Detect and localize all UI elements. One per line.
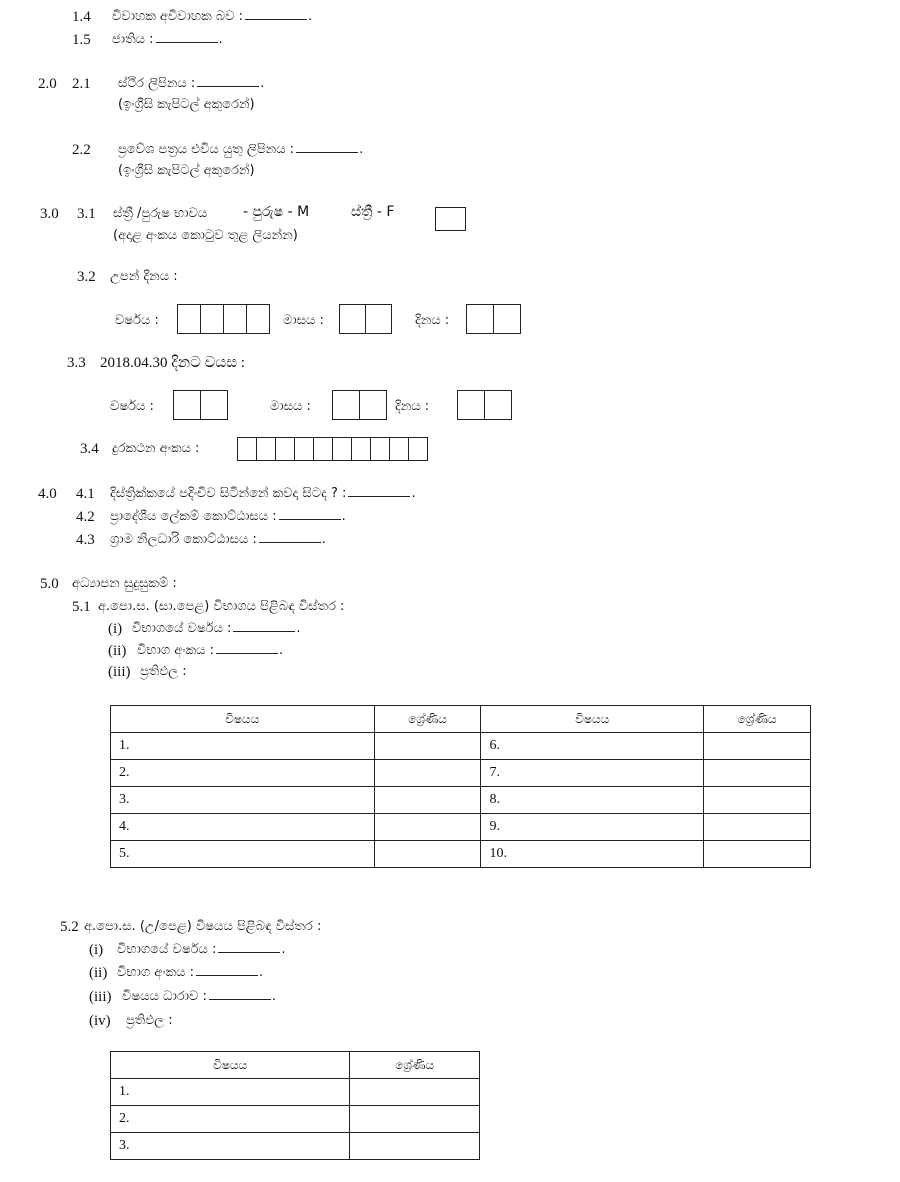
- table-header-row: [111, 706, 811, 733]
- ol-results-label: ප්‍රතිඵල :: [140, 664, 187, 679]
- section-number: 4.0: [38, 486, 57, 502]
- residence-since-blank[interactable]: [348, 486, 410, 497]
- ol-exam-year-label: විභාගයේ වර්ෂය : .: [132, 621, 301, 636]
- subject-cell[interactable]: 3.: [111, 787, 375, 814]
- al-results-table: [110, 1051, 480, 1160]
- section-number: 2.0: [38, 76, 57, 92]
- table-row: [111, 841, 811, 868]
- subject-header: විෂයය: [111, 706, 375, 733]
- item-number: 3.3: [67, 355, 86, 371]
- subject-cell[interactable]: 3.: [111, 1133, 350, 1160]
- age-month-boxes[interactable]: [332, 390, 387, 420]
- sub-item-number: (i): [89, 942, 104, 958]
- subject-cell[interactable]: 2.: [111, 1106, 350, 1133]
- nationality-label: ජාතිය : .: [112, 32, 223, 47]
- al-index-number-label: විභාග අංකය : .: [117, 965, 264, 980]
- al-exam-year-blank[interactable]: [218, 942, 280, 953]
- age-day-boxes[interactable]: [457, 390, 512, 420]
- grade-cell[interactable]: [350, 1106, 480, 1133]
- sub-item-number: (ii): [108, 643, 127, 659]
- table-row: [111, 733, 811, 760]
- al-stream-blank[interactable]: [209, 989, 271, 1000]
- capital-letters-note: (ඉංග්‍රීසි කැපිටල් අකුරෙන්): [118, 163, 255, 178]
- table-row: [111, 1106, 480, 1133]
- item-number: 2.1: [72, 76, 91, 92]
- nationality-blank[interactable]: [156, 32, 218, 43]
- item-number: 5.2: [60, 919, 79, 935]
- gender-female-option: ස්ත්‍රී - F: [351, 204, 395, 220]
- grade-header: ශ්‍රේණිය: [374, 706, 481, 733]
- item-number: 4.2: [76, 509, 95, 525]
- age-year-label: වර්ෂය :: [110, 399, 154, 414]
- subject-cell[interactable]: 9.: [481, 814, 704, 841]
- grade-cell[interactable]: [374, 841, 481, 868]
- age-label: 2018.04.30 දිනට වයස :: [100, 355, 245, 371]
- age-year-boxes[interactable]: [173, 390, 228, 420]
- table-row: [111, 787, 811, 814]
- dob-month-boxes[interactable]: [339, 304, 392, 334]
- table-row: [111, 1079, 480, 1106]
- permanent-address-blank[interactable]: [197, 76, 259, 87]
- grade-cell[interactable]: [374, 760, 481, 787]
- marital-status-label: විවාහක අවිවාහක බව : .: [112, 9, 313, 24]
- age-month-label: මාසය :: [270, 399, 311, 414]
- subject-cell[interactable]: 10.: [481, 841, 704, 868]
- table-row: [111, 1133, 480, 1160]
- grade-cell[interactable]: [374, 814, 481, 841]
- al-index-number-blank[interactable]: [196, 965, 258, 976]
- subject-header: විෂයය: [481, 706, 704, 733]
- grade-cell[interactable]: [704, 814, 811, 841]
- grade-header: ශ්‍රේණිය: [350, 1052, 480, 1079]
- mailing-address-label: ප්‍රවේශ පත්‍රය එවිය යුතු ලිපිනය : .: [118, 142, 364, 157]
- table-header-row: [111, 1052, 480, 1079]
- item-number: 4.3: [76, 532, 95, 548]
- item-number: 4.1: [76, 486, 95, 502]
- ol-exam-heading: අ.පො.ස. (සා.පෙළ) විභාගය පිළිබඳ විස්තර :: [98, 599, 345, 614]
- grade-cell[interactable]: [374, 787, 481, 814]
- residence-since-label: දිස්ත්‍රික්කයේ පදිංචිව සිටින්නේ කවදා සිටද ? : .: [110, 486, 416, 501]
- subject-cell[interactable]: 4.: [111, 814, 375, 841]
- sub-item-number: (iii): [89, 989, 112, 1005]
- item-number: 3.1: [77, 206, 96, 222]
- al-exam-year-label: විභාගයේ වර්ෂය : .: [117, 942, 286, 957]
- table-row: [111, 760, 811, 787]
- gender-label: ස්ත්‍රී /පුරුෂ භාවය: [113, 206, 208, 221]
- grade-cell[interactable]: [704, 841, 811, 868]
- phone-number-boxes[interactable]: [237, 437, 428, 461]
- capital-letters-note: (ඉංග්‍රීසි කැපිටල් අකුරෙන්): [118, 97, 255, 112]
- grade-cell[interactable]: [350, 1133, 480, 1160]
- ol-exam-year-blank[interactable]: [233, 621, 295, 632]
- subject-cell[interactable]: 6.: [481, 733, 704, 760]
- item-number: 3.2: [77, 269, 96, 285]
- education-heading: අධ්‍යාපන සුදුසුකම් :: [72, 576, 177, 591]
- subject-cell[interactable]: 8.: [481, 787, 704, 814]
- grade-cell[interactable]: [350, 1079, 480, 1106]
- phone-number-label: දුරකථන අංකය :: [112, 441, 200, 456]
- gender-male-option: - පුරුෂ - M: [243, 204, 310, 220]
- marital-status-blank[interactable]: [245, 9, 307, 20]
- gender-note: (අදාළ අංකය කොටුව තුළ ලියන්න): [113, 228, 298, 243]
- item-number: 1.5: [72, 32, 91, 48]
- sub-item-number: (i): [108, 621, 123, 637]
- age-day-label: දිනය :: [395, 399, 430, 414]
- item-number: 5.1: [72, 599, 91, 615]
- item-number: 1.4: [72, 9, 91, 25]
- subject-cell[interactable]: 2.: [111, 760, 375, 787]
- gender-box[interactable]: [435, 207, 466, 231]
- dob-day-label: දිනය :: [415, 313, 450, 328]
- grade-header: ශ්‍රේණිය: [704, 706, 811, 733]
- grade-cell[interactable]: [374, 733, 481, 760]
- subject-cell[interactable]: 5.: [111, 841, 375, 868]
- mailing-address-blank[interactable]: [296, 142, 358, 153]
- gn-division-blank[interactable]: [259, 532, 321, 543]
- table-row: [111, 814, 811, 841]
- section-number: 5.0: [40, 576, 59, 592]
- divisional-secretariat-blank[interactable]: [279, 509, 341, 520]
- sub-item-number: (iv): [89, 1013, 111, 1029]
- gn-division-label: ග්‍රාම නිලධාරි කොට්ඨාසය : .: [110, 532, 326, 547]
- ol-results-table: [110, 705, 811, 868]
- dob-year-label: වර්ෂය :: [115, 313, 159, 328]
- dob-month-label: මාසය :: [283, 313, 324, 328]
- divisional-secretariat-label: ප්‍රාදේශීය ලේකම් කොට්ඨාසය : .: [110, 509, 346, 524]
- section-number: 3.0: [40, 206, 59, 222]
- sub-item-number: (iii): [108, 664, 131, 680]
- al-exam-heading: අ.පො.ස. (උ/පෙළ) විෂයය පිළිබඳ විස්තර :: [84, 919, 322, 934]
- subject-cell[interactable]: 1.: [111, 1079, 350, 1106]
- al-stream-label: විෂයය ධාරාව : .: [122, 989, 277, 1004]
- dob-day-boxes[interactable]: [466, 304, 521, 334]
- subject-header: විෂයය: [111, 1052, 350, 1079]
- ol-index-number-blank[interactable]: [216, 643, 278, 654]
- date-of-birth-label: උපන් දිනය :: [110, 269, 178, 284]
- al-results-label: ප්‍රතිඵල :: [126, 1013, 173, 1028]
- permanent-address-label: ස්ථිර ලිපිනය : .: [118, 76, 265, 91]
- dob-year-boxes[interactable]: [177, 304, 270, 334]
- item-number: 2.2: [72, 142, 91, 158]
- item-number: 3.4: [80, 441, 99, 457]
- grade-cell[interactable]: [704, 760, 811, 787]
- ol-index-number-label: විභාග අංකය : .: [137, 643, 284, 658]
- grade-cell[interactable]: [704, 733, 811, 760]
- subject-cell[interactable]: 7.: [481, 760, 704, 787]
- grade-cell[interactable]: [704, 787, 811, 814]
- sub-item-number: (ii): [89, 965, 108, 981]
- subject-cell[interactable]: 1.: [111, 733, 375, 760]
